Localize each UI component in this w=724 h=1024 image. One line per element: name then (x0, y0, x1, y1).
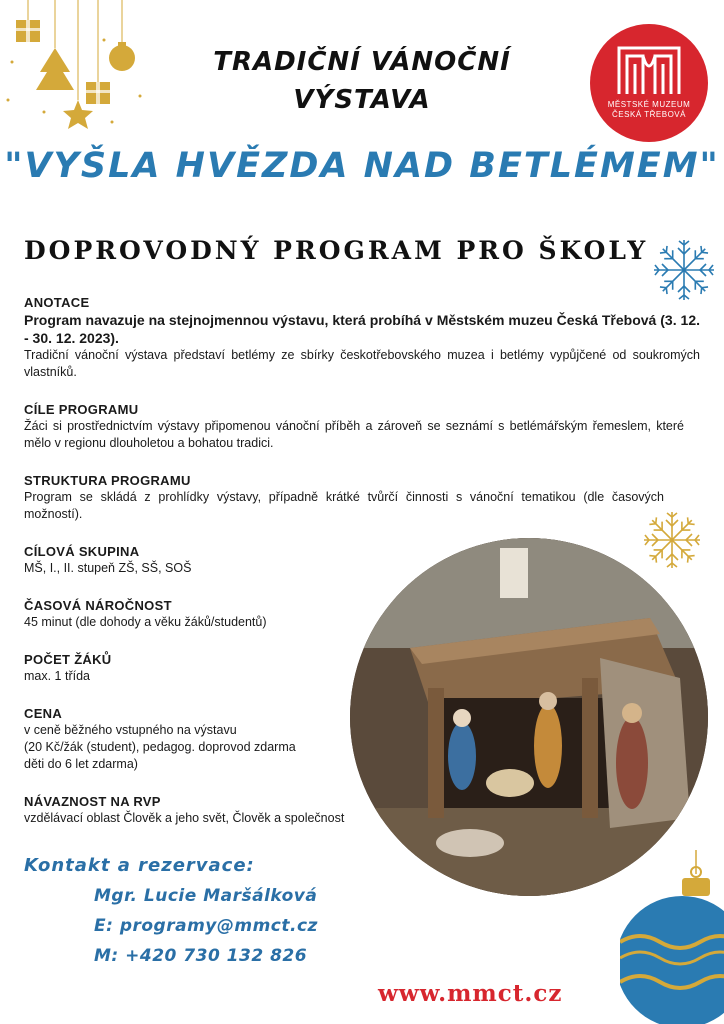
cile-heading: CÍLE PROGRAMU (24, 402, 139, 417)
struktura-heading: STRUKTURA PROGRAMU (24, 473, 191, 488)
section-struktura (24, 472, 700, 523)
struktura-text: Program se skládá z prohlídky výstavy, případně krátké tvůrčí činnosti s vánoční tematikou (dle časových možností). (24, 490, 664, 521)
contact-email[interactable]: E: programy@mmct.cz (94, 916, 318, 936)
anotace-lead: Program navazuje na stejnojmennou výstavu, která probíhá v Městském muzeu Česká Třebová (3. 12. - 30. 12. 2023). (24, 312, 700, 346)
museum-logo-line1: MĚSTSKÉ MUZEUM (607, 100, 691, 109)
contact-phone[interactable]: M: +420 730 132 826 (94, 946, 308, 966)
museum-logo (590, 24, 708, 142)
cena-line2: (20 Kč/žák (student), pedagog. doprovod zdarma (24, 740, 296, 754)
section-cile (24, 401, 700, 452)
program-title: DOPROVODNÝ PROGRAM PRO ŠKOLY (24, 236, 649, 265)
exhibition-title-line1: TRADIČNÍ VÁNOČNÍ (213, 47, 511, 77)
ornament-icon (620, 850, 724, 1024)
skupina-text: MŠ, I., II. stupeň ZŠ, SŠ, SOŠ (24, 561, 192, 575)
cena-heading: CENA (24, 706, 63, 721)
cena-line3: děti do 6 let zdarma) (24, 757, 138, 771)
nativity-scene-image (350, 538, 708, 896)
anotace-heading: ANOTACE (24, 295, 90, 310)
rvp-text: vzdělávací oblast Člověk a jeho svět, Člověk a společnost (24, 811, 345, 825)
contact-name: Mgr. Lucie Maršálková (94, 886, 318, 906)
pocet-heading: POČET ŽÁKŮ (24, 652, 112, 667)
museum-logo-line2: ČESKÁ TŘEBOVÁ (612, 110, 686, 119)
section-anotace (24, 294, 700, 381)
cile-text: Žáci si prostřednictvím výstavy připomenou vánoční příběh a zároveň se seznámí s betlémářským řemeslem, které mělo v regionu dlouholetou a bohatou tradici. (24, 419, 684, 450)
narocnost-heading: ČASOVÁ NÁROČNOST (24, 598, 172, 613)
anotace-text: Tradiční vánoční výstava představí betlémy ze sbírky českotřebovského muzea i betlémy vypůjčené od soukromých vlastníků. (24, 348, 700, 379)
rvp-heading: NÁVAZNOST NA RVP (24, 794, 161, 809)
pocet-text: max. 1 třída (24, 669, 90, 683)
skupina-heading: CÍLOVÁ SKUPINA (24, 544, 140, 559)
website-link[interactable]: www.mmct.cz (378, 980, 563, 1007)
exhibition-title-line2: VÝSTAVA (293, 84, 431, 115)
main-title: "VYŠLA HVĚZDA NAD BETLÉMEM" (4, 146, 720, 186)
cena-line1: v ceně běžného vstupného na výstavu (24, 723, 237, 737)
contact-heading: Kontakt a rezervace: (24, 855, 255, 876)
narocnost-text: 45 minut (dle dohody a věku žáků/studentů) (24, 615, 267, 629)
museum-logo-icon (615, 40, 683, 96)
